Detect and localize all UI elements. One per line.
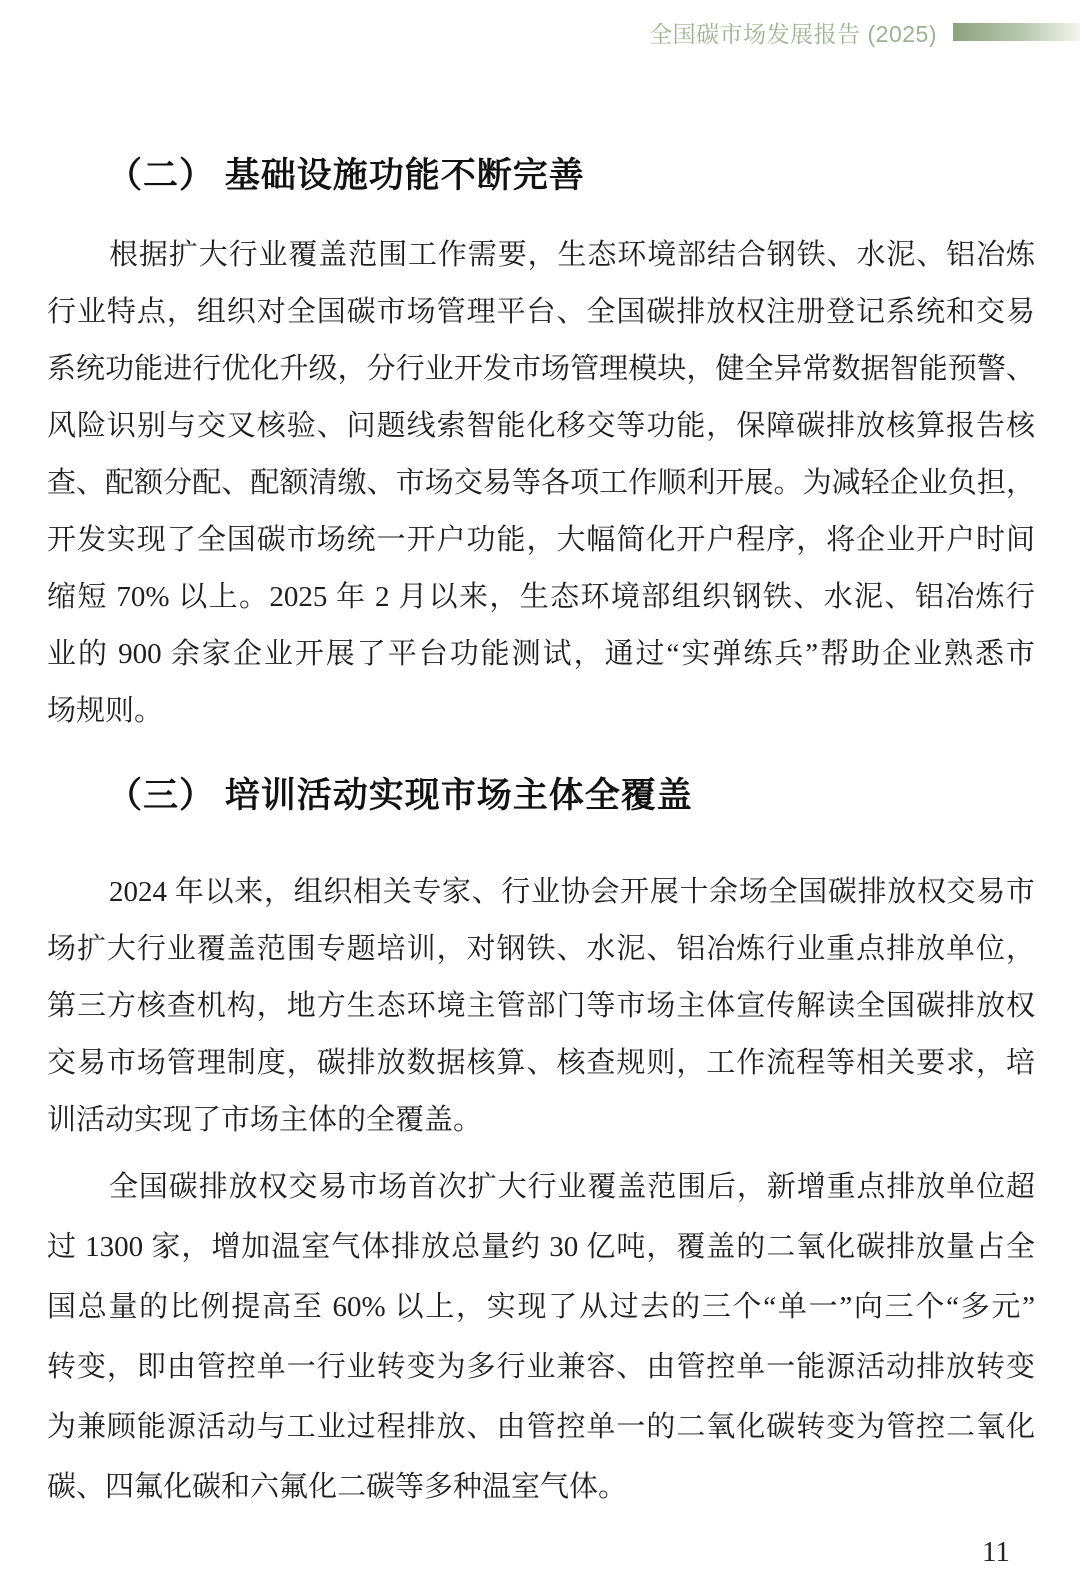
- paragraph-line: 交易市场管理制度，碳排放数据核算、核查规则，工作流程等相关要求，培: [47, 1047, 1035, 1079]
- paragraph-line: 国总量的比例提高至 60% 以上，实现了从过去的三个“单一”向三个“多元”: [47, 1291, 1035, 1323]
- paragraph-line: 第三方核查机构，地方生态环境主管部门等市场主体宣传解读全国碳排放权: [47, 990, 1035, 1022]
- page-number: 11: [982, 1536, 1010, 1568]
- paragraph-line: 查、配额分配、配额清缴、市场交易等各项工作顺利开展。为减轻企业负担，: [47, 467, 1035, 499]
- paragraph-line: 行业特点，组织对全国碳市场管理平台、全国碳排放权注册登记系统和交易: [47, 296, 1035, 328]
- paragraph-line: 碳、四氟化碳和六氟化二碳等多种温室气体。: [47, 1471, 628, 1503]
- paragraph-line: 场扩大行业覆盖范围专题培训，对钢铁、水泥、铝冶炼行业重点排放单位，: [47, 933, 1035, 965]
- paragraph: [47, 1157, 1035, 1517]
- paragraph-line: 训活动实现了市场主体的全覆盖。: [47, 1104, 483, 1136]
- paragraph-line: 根据扩大行业覆盖范围工作需要，生态环境部结合钢铁、水泥、铝冶炼: [109, 239, 1035, 271]
- paragraph-line: 转变，即由管控单一行业转变为多行业兼容、由管控单一能源活动排放转变: [47, 1351, 1035, 1383]
- paragraph-line: 缩短 70% 以上。2025 年 2 月以来，生态环境部组织钢铁、水泥、铝冶炼行: [47, 581, 1035, 613]
- paragraph-line: 全国碳排放权交易市场首次扩大行业覆盖范围后，新增重点排放单位超: [109, 1171, 1035, 1203]
- page-header: [0, 16, 1080, 48]
- paragraph-line: 为兼顾能源活动与工业过程排放、由管控单一的二氧化碳转变为管控二氧化: [47, 1411, 1035, 1443]
- paragraph-line: 系统功能进行优化升级，分行业开发市场管理模块，健全异常数据智能预警、: [47, 353, 1035, 385]
- header-accent-bar: [953, 23, 1080, 41]
- paragraph-line: 过 1300 家，增加温室气体排放总量约 30 亿吨，覆盖的二氧化碳排放量占全: [47, 1231, 1035, 1263]
- section-heading-2: （二） 基础设施功能不断完善: [107, 156, 585, 195]
- report-title: 全国碳市场发展报告 (2025): [649, 20, 937, 47]
- paragraph: [47, 227, 1035, 740]
- paragraph-line: 风险识别与交叉核验、问题线索智能化移交等功能，保障碳排放核算报告核: [47, 410, 1035, 442]
- section-heading-3: （三） 培训活动实现市场主体全覆盖: [107, 776, 693, 815]
- paragraph: [47, 864, 1035, 1149]
- paragraph-line: 开发实现了全国碳市场统一开户功能，大幅简化开户程序，将企业开户时间: [47, 524, 1035, 556]
- paragraph-line: 2024 年以来，组织相关专家、行业协会开展十余场全国碳排放权交易市: [109, 876, 1035, 908]
- paragraph-line: 场规则。: [47, 695, 164, 727]
- paragraph-line: 业的 900 余家企业开展了平台功能测试，通过“实弹练兵”帮助企业熟悉市: [47, 638, 1035, 670]
